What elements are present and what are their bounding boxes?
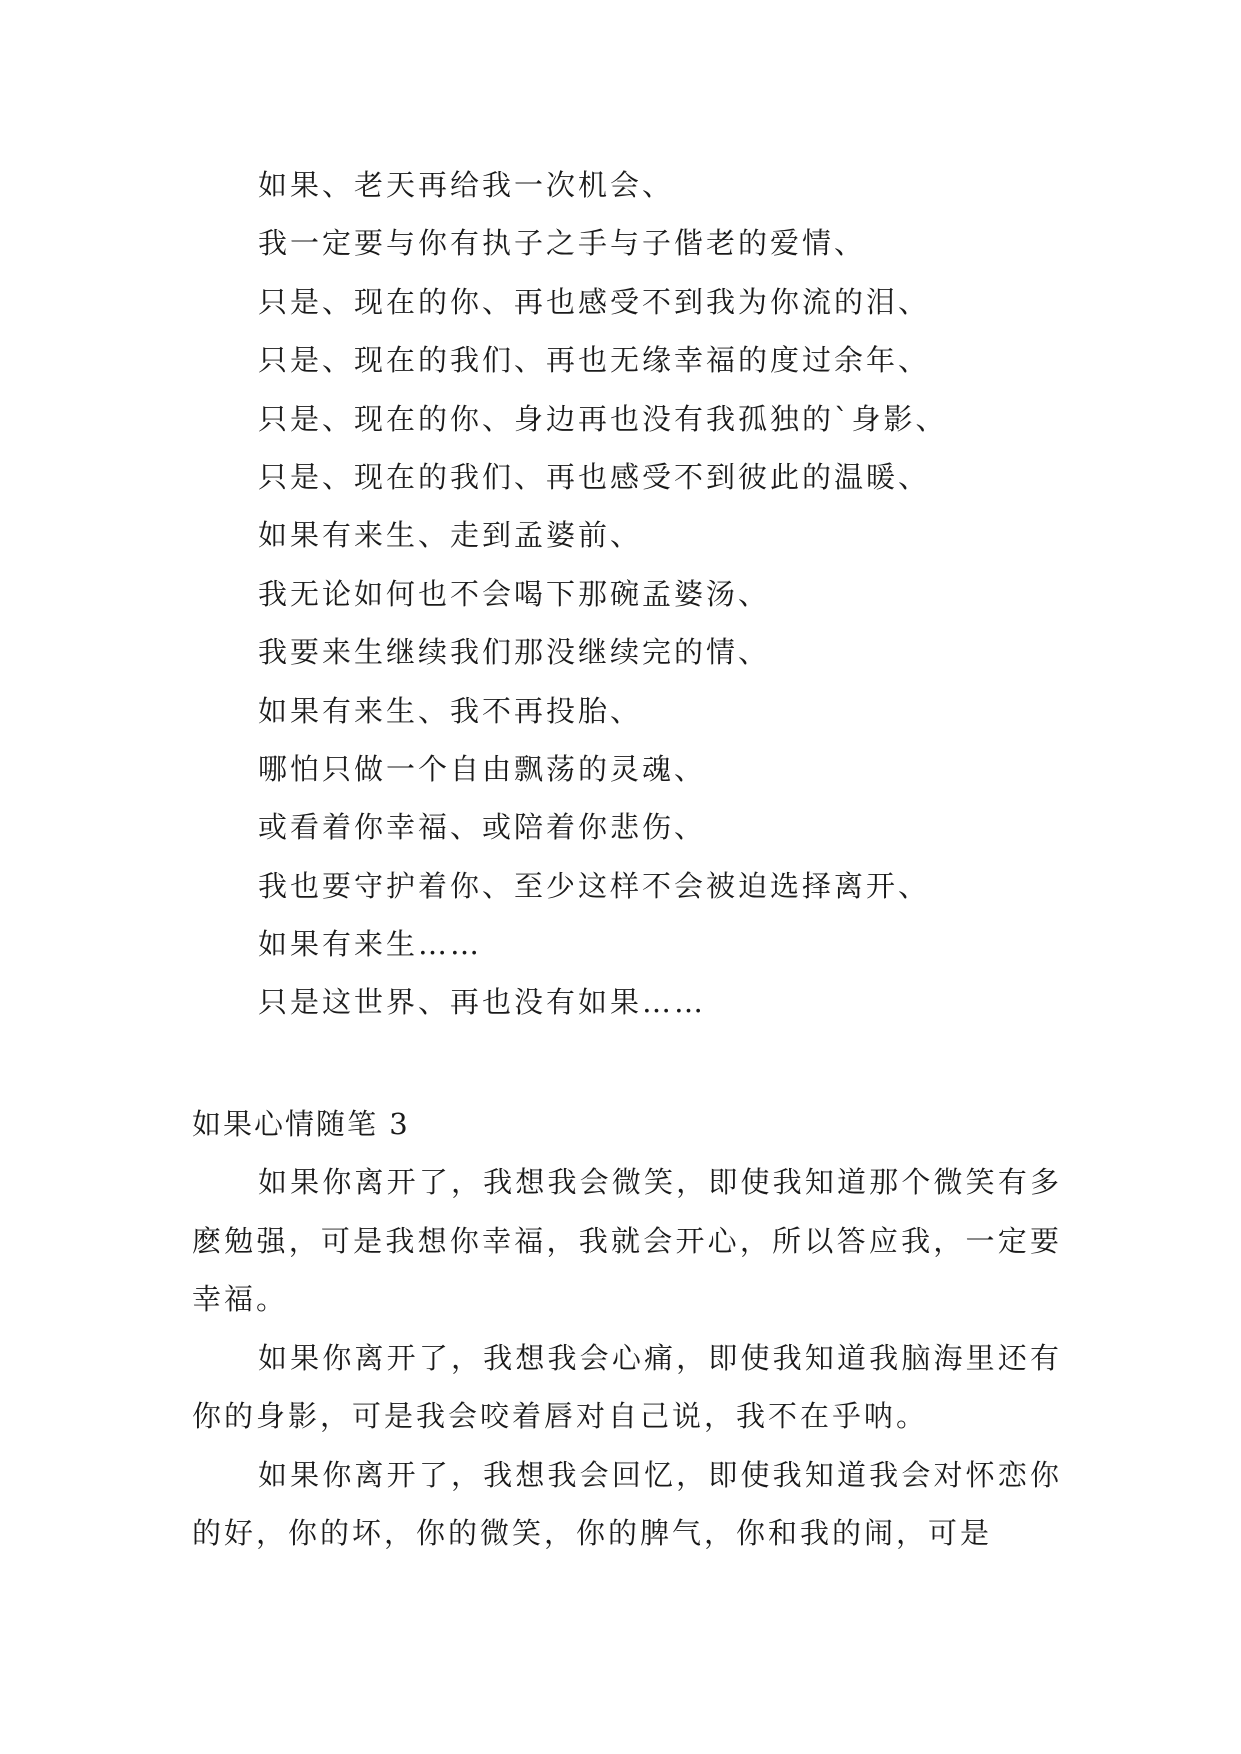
paragraph: 如果你离开了，我想我会微笑，即使我知道那个微笑有多麽勉强，可是我想你幸福，我就会开心，所以答应我，一定要幸福。 (192, 1165, 1062, 1316)
poem-line: 哪怕只做一个自由飘荡的灵魂、 (258, 751, 707, 786)
paragraph: 如果你离开了，我想我会回忆，即使我知道我会对怀恋你的好，你的坏，你的微笑，你的脾气，你和我的闹，可是 (192, 1457, 1062, 1550)
paragraph: 如果你离开了，我想我会心痛，即使我知道我脑海里还有你的身影，可是我会咬着唇对自己说，我不在乎呐。 (192, 1340, 1062, 1433)
poem-line: 如果、老天再给我一次机会、 (258, 168, 675, 202)
poem-line: 只是、现在的我们、再也无缘幸福的度过余年、 (258, 343, 931, 378)
poem-line: 我要来生继续我们那没继续完的情、 (258, 635, 771, 670)
poem-line: 只是、现在的你、再也感受不到我为你流的泪、 (258, 284, 931, 319)
poem-line: 只是这世界、再也没有如果…… (258, 985, 707, 1020)
poem-line: 如果有来生、走到孟婆前、 (258, 518, 643, 553)
poem-line: 或看着你幸福、或陪着你悲伤、 (258, 810, 707, 845)
poem-line: 如果有来生、我不再投胎、 (258, 693, 643, 728)
poem-line: 只是、现在的我们、再也感受不到彼此的温暖、 (258, 459, 931, 494)
poem-line: 我也要守护着你、至少这样不会被迫选择离开、 (258, 868, 931, 903)
section-title: 如果心情随笔 3 (192, 1107, 410, 1141)
prose-block (192, 1153, 1062, 1563)
poem-block (192, 156, 1062, 1032)
poem-line: 我无论如何也不会喝下那碗孟婆汤、 (258, 576, 771, 611)
poem-line: 只是、现在的你、身边再也没有我孤独的`身影、 (258, 401, 948, 436)
poem-line: 我一定要与你有执子之手与子偕老的爱情、 (258, 226, 867, 261)
poem-line: 如果有来生…… (258, 927, 483, 962)
